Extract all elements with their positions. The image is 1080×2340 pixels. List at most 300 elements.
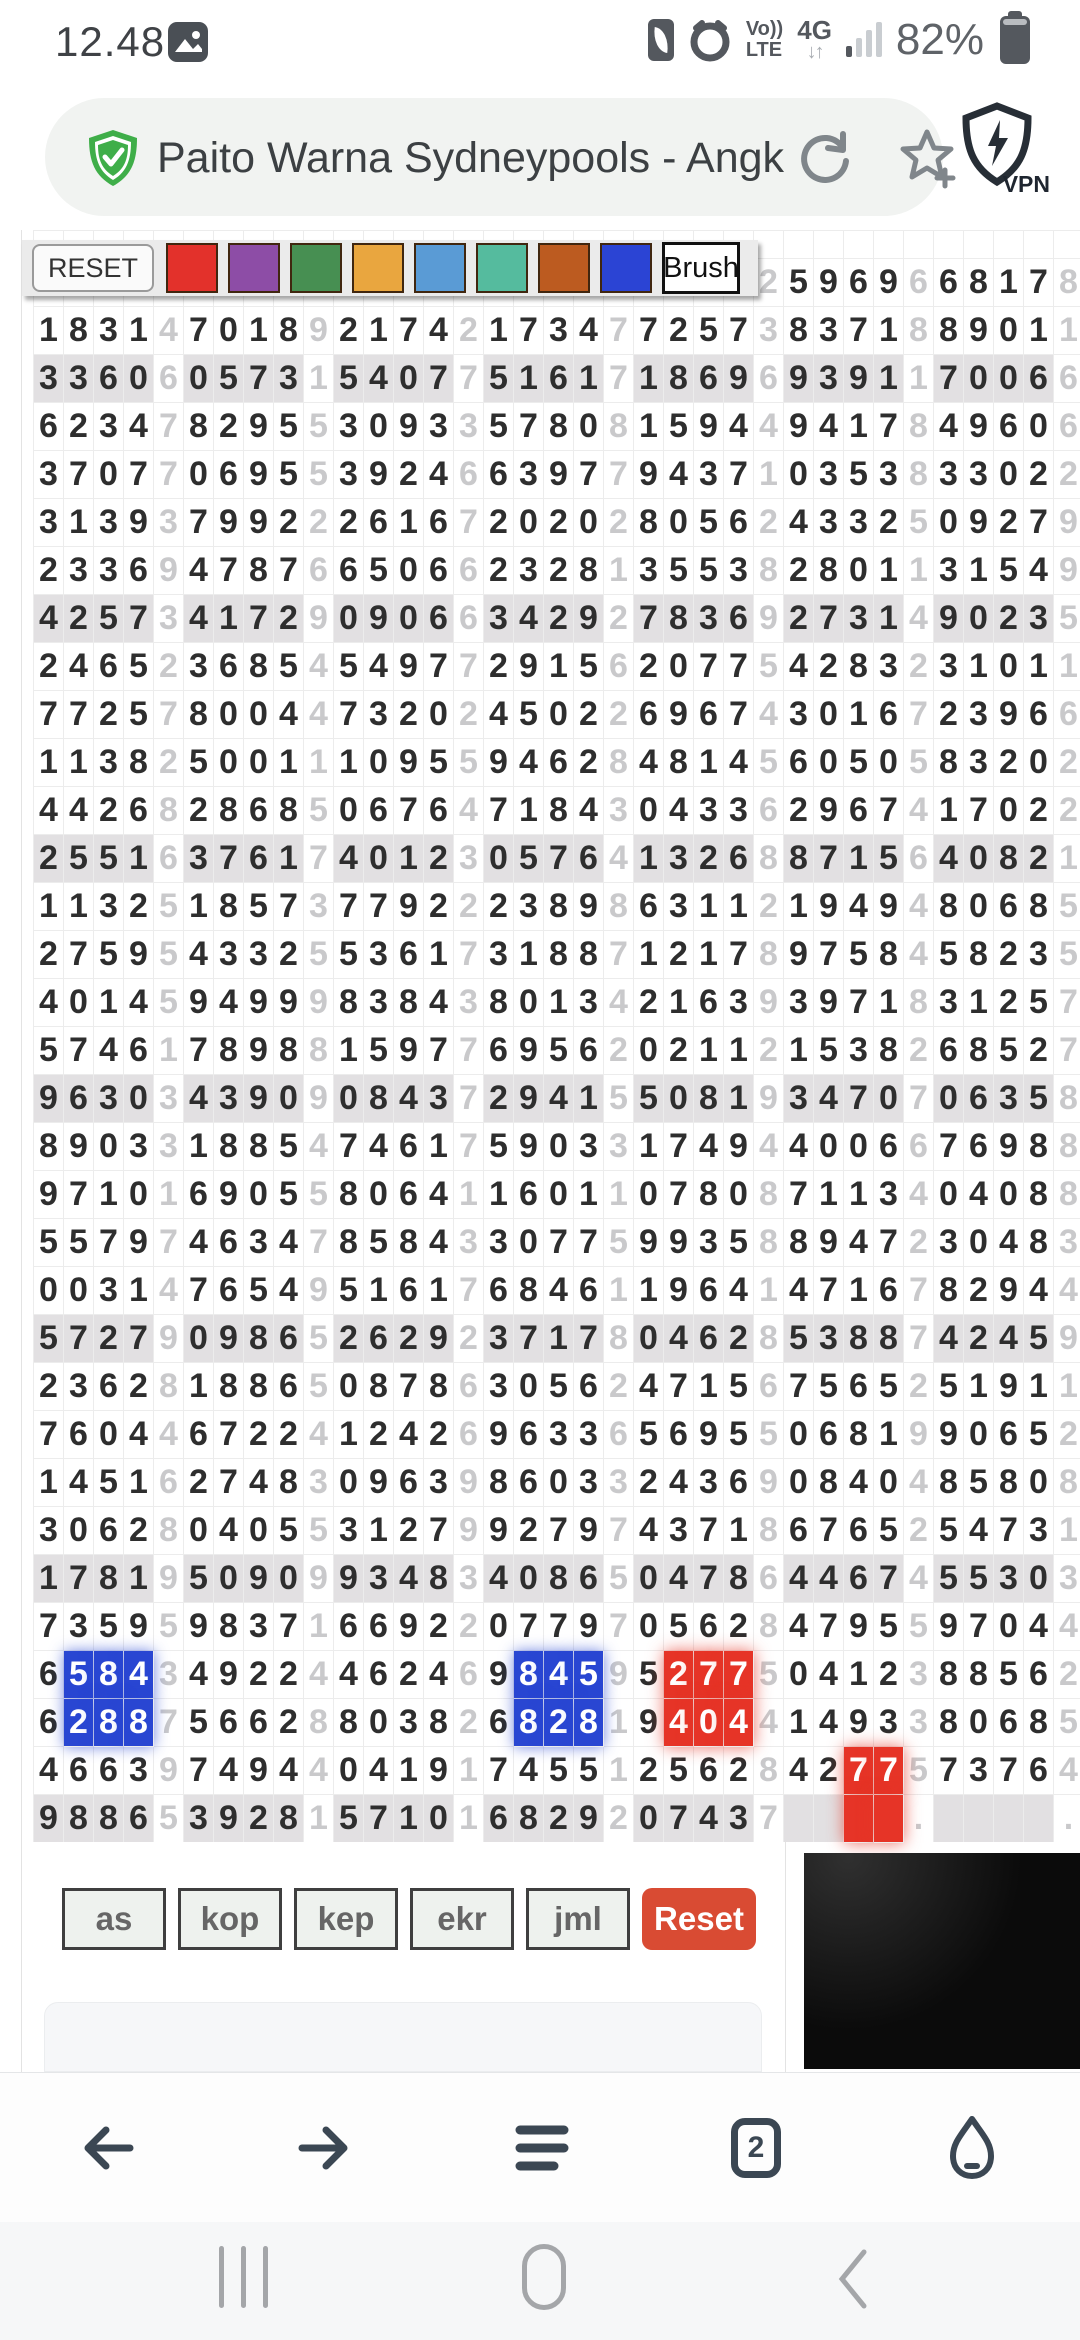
grid-cell[interactable]: 0 [214, 691, 244, 739]
grid-sum-cell[interactable]: 1 [1054, 643, 1080, 691]
grid-cell[interactable]: 4 [784, 1123, 814, 1171]
grid-sum-cell[interactable]: 4 [154, 307, 184, 355]
grid-cell[interactable]: 4 [484, 1555, 514, 1603]
grid-cell[interactable]: 1 [634, 1267, 664, 1315]
grid-cell[interactable]: 0 [544, 1459, 574, 1507]
grid-cell[interactable]: 2 [394, 1507, 424, 1555]
grid-cell[interactable]: 6 [934, 1027, 964, 1075]
grid-cell[interactable]: 4 [994, 1315, 1024, 1363]
grid-sum-cell[interactable]: 9 [754, 979, 784, 1027]
grid-cell[interactable]: 6 [244, 835, 274, 883]
grid-cell[interactable]: 1 [634, 355, 664, 403]
grid-cell[interactable]: 1 [814, 1171, 844, 1219]
grid-cell[interactable]: 4 [184, 1651, 214, 1699]
grid-cell[interactable]: 4 [634, 1507, 664, 1555]
grid-sum-cell[interactable]: 2 [454, 883, 484, 931]
grid-cell[interactable]: 3 [424, 403, 454, 451]
grid-cell[interactable]: 0 [874, 739, 904, 787]
grid-cell[interactable]: 7 [724, 451, 754, 499]
grid-cell[interactable]: 7 [544, 835, 574, 883]
ad-video-box[interactable] [804, 1853, 1080, 2069]
grid-cell[interactable]: 0 [574, 403, 604, 451]
grid-sum-cell[interactable]: 2 [754, 1027, 784, 1075]
grid-cell[interactable]: 0 [1024, 739, 1054, 787]
grid-cell[interactable]: 4 [814, 1075, 844, 1123]
grid-cell[interactable]: 6 [64, 1075, 94, 1123]
grid-cell[interactable]: 2 [874, 1651, 904, 1699]
grid-cell[interactable]: 6 [694, 691, 724, 739]
grid-cell[interactable]: 9 [574, 1795, 604, 1843]
grid-cell[interactable]: 0 [994, 355, 1024, 403]
grid-cell[interactable]: 5 [484, 1123, 514, 1171]
grid-sum-cell[interactable]: 7 [604, 931, 634, 979]
grid-sum-cell[interactable]: 2 [604, 595, 634, 643]
grid-cell[interactable]: 4 [64, 1459, 94, 1507]
grid-cell[interactable]: 7 [94, 1219, 124, 1267]
grid-cell[interactable]: 0 [964, 595, 994, 643]
grid-sum-cell[interactable]: 2 [154, 739, 184, 787]
kep-button[interactable]: kep [294, 1888, 398, 1950]
grid-cell[interactable]: 3 [334, 403, 364, 451]
grid-cell[interactable]: 3 [184, 1795, 214, 1843]
grid-cell[interactable]: 4 [784, 1603, 814, 1651]
grid-cell[interactable]: 8 [214, 1027, 244, 1075]
grid-cell[interactable]: 1 [694, 931, 724, 979]
grid-cell[interactable]: 9 [244, 1075, 274, 1123]
grid-cell[interactable]: 2 [124, 883, 154, 931]
grid-cell[interactable]: 6 [784, 739, 814, 787]
grid-cell[interactable]: 1 [424, 1123, 454, 1171]
grid-cell[interactable]: 5 [484, 403, 514, 451]
grid-cell[interactable]: 4 [634, 1363, 664, 1411]
grid-cell[interactable]: 8 [844, 1411, 874, 1459]
grid-cell[interactable] [994, 1795, 1024, 1843]
grid-cell[interactable] [874, 231, 904, 259]
grid-cell[interactable]: 8 [124, 739, 154, 787]
grid-sum-cell[interactable]: 2 [604, 1027, 634, 1075]
grid-cell[interactable]: 8 [934, 307, 964, 355]
grid-cell[interactable]: 0 [1024, 403, 1054, 451]
grid-cell[interactable]: 6 [574, 1267, 604, 1315]
grid-cell[interactable]: 8 [334, 1219, 364, 1267]
grid-cell[interactable]: 1 [484, 1171, 514, 1219]
grid-cell[interactable]: 5 [514, 691, 544, 739]
grid-sum-cell[interactable]: 3 [154, 1651, 184, 1699]
grid-cell[interactable]: 4 [724, 1267, 754, 1315]
grid-cell[interactable]: 0 [634, 1027, 664, 1075]
grid-cell[interactable]: 6 [244, 1699, 274, 1747]
grid-cell[interactable]: 8 [964, 259, 994, 307]
grid-cell[interactable]: 5 [664, 403, 694, 451]
grid-cell[interactable]: 1 [844, 403, 874, 451]
grid-cell[interactable]: 0 [334, 595, 364, 643]
grid-sum-cell[interactable]: 6 [454, 1363, 484, 1411]
grid-cell[interactable]: 1 [514, 355, 544, 403]
grid-cell[interactable]: 4 [664, 451, 694, 499]
grid-cell[interactable]: 6 [184, 1171, 214, 1219]
grid-cell[interactable]: 8 [64, 307, 94, 355]
grid-cell[interactable]: 8 [544, 787, 574, 835]
grid-cell[interactable]: 2 [934, 691, 964, 739]
grid-cell[interactable]: 2 [34, 643, 64, 691]
grid-cell[interactable]: 7 [64, 931, 94, 979]
grid-cell[interactable]: 4 [844, 1459, 874, 1507]
grid-cell[interactable]: 4 [814, 1651, 844, 1699]
grid-cell[interactable]: 4 [184, 1075, 214, 1123]
grid-cell[interactable]: 2 [424, 1603, 454, 1651]
grid-cell[interactable]: 9 [244, 1027, 274, 1075]
grid-cell[interactable]: 9 [214, 1315, 244, 1363]
grid-cell[interactable]: 7 [214, 1411, 244, 1459]
grid-cell[interactable]: 3 [784, 691, 814, 739]
grid-cell[interactable]: 4 [724, 1699, 754, 1747]
toolbar-reset-button[interactable]: RESET [32, 244, 154, 292]
grid-cell[interactable]: 4 [514, 1747, 544, 1795]
grid-cell[interactable]: 0 [1024, 1459, 1054, 1507]
grid-cell[interactable]: 6 [574, 1027, 604, 1075]
grid-cell[interactable]: 8 [994, 835, 1024, 883]
grid-cell[interactable]: 0 [544, 691, 574, 739]
grid-cell[interactable]: 8 [244, 547, 274, 595]
grid-sum-cell[interactable]: 5 [304, 451, 334, 499]
grid-cell[interactable]: 3 [244, 931, 274, 979]
grid-cell[interactable]: 2 [724, 1315, 754, 1363]
grid-cell[interactable]: 0 [214, 307, 244, 355]
grid-cell[interactable]: 4 [274, 1267, 304, 1315]
grid-sum-cell[interactable]: 2 [904, 1219, 934, 1267]
grid-cell[interactable]: 4 [664, 787, 694, 835]
grid-cell[interactable]: 2 [394, 1315, 424, 1363]
grid-cell[interactable]: 7 [634, 307, 664, 355]
grid-cell[interactable]: 2 [724, 1747, 754, 1795]
color-swatch-brown[interactable] [538, 243, 590, 293]
grid-cell[interactable]: 1 [844, 1267, 874, 1315]
grid-cell[interactable]: 3 [694, 1219, 724, 1267]
grid-cell[interactable]: 8 [934, 1267, 964, 1315]
grid-cell[interactable]: 1 [334, 1027, 364, 1075]
grid-cell[interactable]: 6 [514, 1411, 544, 1459]
grid-cell[interactable]: 1 [64, 883, 94, 931]
grid-cell[interactable]: 2 [784, 595, 814, 643]
grid-cell[interactable]: 0 [244, 1507, 274, 1555]
grid-cell[interactable]: 1 [844, 1651, 874, 1699]
grid-cell[interactable] [784, 1795, 814, 1843]
grid-cell[interactable]: 0 [364, 1171, 394, 1219]
grid-sum-cell[interactable]: 2 [454, 1603, 484, 1651]
grid-cell[interactable]: 9 [724, 355, 754, 403]
grid-cell[interactable]: 1 [34, 307, 64, 355]
grid-cell[interactable]: 5 [94, 1459, 124, 1507]
grid-cell[interactable]: 5 [34, 1315, 64, 1363]
grid-cell[interactable]: 0 [694, 1699, 724, 1747]
grid-cell[interactable]: 1 [124, 307, 154, 355]
grid-cell[interactable]: 9 [34, 1171, 64, 1219]
grid-cell[interactable]: 6 [1024, 355, 1054, 403]
grid-cell[interactable]: 4 [724, 403, 754, 451]
grid-cell[interactable]: 3 [994, 1075, 1024, 1123]
grid-cell[interactable]: 3 [424, 1075, 454, 1123]
grid-cell[interactable]: 7 [514, 1315, 544, 1363]
grid-cell[interactable]: 8 [514, 1699, 544, 1747]
grid-cell[interactable]: 1 [994, 259, 1024, 307]
grid-sum-cell[interactable]: 4 [304, 1747, 334, 1795]
grid-cell[interactable]: 5 [544, 1747, 574, 1795]
grid-cell[interactable]: 7 [844, 1747, 874, 1795]
grid-cell[interactable]: 1 [964, 643, 994, 691]
grid-cell[interactable]: 4 [124, 979, 154, 1027]
grid-cell[interactable]: 2 [64, 1699, 94, 1747]
grid-cell[interactable]: 8 [244, 1123, 274, 1171]
grid-cell[interactable]: 3 [694, 787, 724, 835]
grid-sum-cell[interactable]: 2 [754, 883, 784, 931]
grid-cell[interactable]: 3 [364, 979, 394, 1027]
grid-sum-cell[interactable]: 3 [454, 1219, 484, 1267]
grid-cell[interactable]: 3 [574, 979, 604, 1027]
grid-cell[interactable]: 0 [664, 499, 694, 547]
grid-cell[interactable]: 9 [994, 1363, 1024, 1411]
grid-cell[interactable]: 7 [364, 1795, 394, 1843]
grid-cell[interactable]: 7 [214, 1459, 244, 1507]
grid-cell[interactable] [994, 231, 1024, 259]
grid-sum-cell[interactable]: 5 [304, 403, 334, 451]
grid-cell[interactable]: 3 [94, 1075, 124, 1123]
grid-cell[interactable]: 9 [244, 499, 274, 547]
grid-sum-cell[interactable]: 9 [304, 1267, 334, 1315]
grid-sum-cell[interactable]: 8 [754, 1747, 784, 1795]
grid-cell[interactable]: 5 [364, 547, 394, 595]
grid-cell[interactable]: 6 [124, 1795, 154, 1843]
grid-cell[interactable]: 3 [514, 547, 544, 595]
grid-cell[interactable]: 3 [964, 451, 994, 499]
grid-cell[interactable]: 0 [514, 499, 544, 547]
grid-cell[interactable]: 5 [784, 1315, 814, 1363]
grid-sum-cell[interactable]: 1 [604, 1747, 634, 1795]
grid-cell[interactable]: 5 [724, 1411, 754, 1459]
grid-cell[interactable]: 9 [514, 1027, 544, 1075]
grid-cell[interactable]: 5 [124, 691, 154, 739]
grid-cell[interactable]: 3 [934, 643, 964, 691]
recents-button[interactable] [219, 2246, 268, 2308]
grid-cell[interactable]: 2 [814, 643, 844, 691]
grid-sum-cell[interactable]: 4 [454, 787, 484, 835]
grid-cell[interactable]: 8 [364, 1075, 394, 1123]
grid-cell[interactable]: 7 [814, 595, 844, 643]
grid-cell[interactable]: 4 [424, 1219, 454, 1267]
grid-cell[interactable]: 6 [664, 1411, 694, 1459]
grid-cell[interactable]: 4 [844, 883, 874, 931]
grid-cell[interactable]: 8 [334, 1171, 364, 1219]
grid-sum-cell[interactable]: 6 [1054, 355, 1080, 403]
grid-cell[interactable] [1024, 1795, 1054, 1843]
grid-cell[interactable]: 6 [844, 259, 874, 307]
grid-cell[interactable]: 6 [124, 1027, 154, 1075]
grid-sum-cell[interactable]: 6 [754, 1555, 784, 1603]
grid-cell[interactable]: 2 [274, 1411, 304, 1459]
grid-cell[interactable]: 1 [184, 883, 214, 931]
grid-cell[interactable]: 5 [1024, 1411, 1054, 1459]
grid-cell[interactable]: 1 [424, 931, 454, 979]
grid-sum-cell[interactable]: 3 [1054, 1555, 1080, 1603]
grid-cell[interactable]: 6 [814, 1411, 844, 1459]
grid-cell[interactable]: 1 [34, 739, 64, 787]
grid-cell[interactable]: 9 [514, 1075, 544, 1123]
grid-sum-cell[interactable]: 5 [604, 1219, 634, 1267]
grid-cell[interactable]: 4 [814, 1699, 844, 1747]
grid-cell[interactable]: 3 [64, 1603, 94, 1651]
grid-cell[interactable]: 2 [694, 835, 724, 883]
grid-cell[interactable]: 3 [1024, 1507, 1054, 1555]
grid-cell[interactable]: 9 [694, 403, 724, 451]
grid-sum-cell[interactable]: 8 [754, 1507, 784, 1555]
grid-cell[interactable]: 8 [964, 931, 994, 979]
grid-sum-cell[interactable]: 2 [154, 643, 184, 691]
grid-cell[interactable]: 5 [874, 835, 904, 883]
grid-cell[interactable]: 6 [724, 595, 754, 643]
grid-sum-cell[interactable]: 7 [454, 643, 484, 691]
grid-sum-cell[interactable]: 5 [304, 1363, 334, 1411]
grid-sum-cell[interactable]: 5 [1054, 1699, 1080, 1747]
grid-cell[interactable]: 9 [634, 1219, 664, 1267]
grid-cell[interactable]: 3 [934, 979, 964, 1027]
grid-cell[interactable]: 3 [724, 1795, 754, 1843]
grid-cell[interactable]: 4 [364, 355, 394, 403]
grid-cell[interactable]: 7 [124, 451, 154, 499]
grid-cell[interactable]: 9 [994, 691, 1024, 739]
grid-sum-cell[interactable]: 1 [454, 1747, 484, 1795]
grid-cell[interactable]: 2 [544, 1795, 574, 1843]
grid-cell[interactable]: 3 [364, 1555, 394, 1603]
forward-button[interactable] [216, 2073, 432, 2223]
grid-cell[interactable]: 7 [124, 595, 154, 643]
grid-sum-cell[interactable]: 9 [754, 1459, 784, 1507]
grid-cell[interactable]: 6 [94, 1747, 124, 1795]
color-swatch-light-blue[interactable] [414, 243, 466, 293]
grid-cell[interactable]: 2 [1024, 787, 1054, 835]
grid-cell[interactable]: 9 [574, 1507, 604, 1555]
grid-cell[interactable]: 6 [694, 1267, 724, 1315]
grid-cell[interactable]: 4 [214, 979, 244, 1027]
grid-cell[interactable]: 6 [694, 355, 724, 403]
grid-cell[interactable]: 5 [364, 1219, 394, 1267]
grid-cell[interactable]: 6 [394, 1171, 424, 1219]
grid-cell[interactable]: 3 [124, 1123, 154, 1171]
grid-sum-cell[interactable]: 5 [754, 643, 784, 691]
grid-cell[interactable]: 4 [574, 307, 604, 355]
grid-cell[interactable]: 8 [94, 1555, 124, 1603]
grid-cell[interactable]: 5 [34, 1027, 64, 1075]
grid-cell[interactable]: 7 [514, 307, 544, 355]
grid-cell[interactable]: 6 [724, 499, 754, 547]
grid-cell[interactable]: 4 [664, 1699, 694, 1747]
grid-cell[interactable]: 1 [664, 979, 694, 1027]
grid-cell[interactable]: 6 [484, 1699, 514, 1747]
grid-cell[interactable]: 5 [994, 1027, 1024, 1075]
grid-cell[interactable]: 7 [184, 1027, 214, 1075]
grid-cell[interactable]: 9 [244, 1555, 274, 1603]
grid-cell[interactable]: 3 [964, 739, 994, 787]
grid-cell[interactable]: 8 [514, 1795, 544, 1843]
grid-cell[interactable]: 0 [964, 1699, 994, 1747]
grid-cell[interactable]: 7 [934, 355, 964, 403]
grid-sum-cell[interactable]: 3 [154, 499, 184, 547]
grid-sum-cell[interactable]: 9 [304, 1075, 334, 1123]
grid-sum-cell[interactable]: 3 [1054, 1219, 1080, 1267]
grid-cell[interactable]: 7 [874, 1747, 904, 1795]
grid-sum-cell[interactable]: 6 [754, 355, 784, 403]
grid-cell[interactable]: 7 [184, 499, 214, 547]
grid-cell[interactable]: 8 [1024, 1699, 1054, 1747]
grid-cell[interactable]: 1 [634, 835, 664, 883]
grid-cell[interactable]: 2 [64, 403, 94, 451]
grid-cell[interactable]: 9 [394, 739, 424, 787]
grid-sum-cell[interactable]: 5 [1054, 883, 1080, 931]
grid-sum-cell[interactable]: 1 [604, 1267, 634, 1315]
grid-cell[interactable]: 7 [724, 643, 754, 691]
grid-cell[interactable]: 9 [664, 1267, 694, 1315]
grid-cell[interactable]: 0 [844, 1123, 874, 1171]
grid-cell[interactable]: 0 [424, 1795, 454, 1843]
grid-cell[interactable]: 7 [934, 1123, 964, 1171]
grid-cell[interactable]: 2 [664, 1651, 694, 1699]
grid-cell[interactable]: 1 [394, 1747, 424, 1795]
grid-cell[interactable]: 1 [964, 979, 994, 1027]
grid-cell[interactable]: 0 [784, 1411, 814, 1459]
grid-cell[interactable]: 3 [874, 643, 904, 691]
grid-cell[interactable]: 7 [394, 1363, 424, 1411]
grid-cell[interactable]: 5 [334, 643, 364, 691]
grid-cell[interactable]: 3 [94, 499, 124, 547]
grid-cell[interactable]: 1 [394, 1795, 424, 1843]
grid-cell[interactable]: 1 [364, 307, 394, 355]
grid-cell[interactable]: 9 [574, 595, 604, 643]
grid-sum-cell[interactable]: 7 [454, 499, 484, 547]
grid-cell[interactable]: 2 [184, 1459, 214, 1507]
grid-sum-cell[interactable]: 4 [604, 835, 634, 883]
grid-cell[interactable]: 3 [1024, 931, 1054, 979]
grid-cell[interactable]: 6 [184, 1411, 214, 1459]
grid-cell[interactable]: 1 [1024, 643, 1054, 691]
grid-cell[interactable]: 2 [34, 1363, 64, 1411]
grid-sum-cell[interactable]: 7 [154, 1699, 184, 1747]
grid-cell[interactable]: 8 [1024, 1219, 1054, 1267]
grid-sum-cell[interactable]: 2 [1054, 739, 1080, 787]
grid-cell[interactable]: 4 [424, 307, 454, 355]
grid-cell[interactable]: 6 [574, 1363, 604, 1411]
grid-sum-cell[interactable]: 1 [754, 451, 784, 499]
grid-cell[interactable]: 5 [274, 643, 304, 691]
grid-cell[interactable]: 9 [694, 1411, 724, 1459]
grid-cell[interactable]: 3 [94, 883, 124, 931]
grid-cell[interactable]: 2 [34, 547, 64, 595]
grid-sum-cell[interactable]: 8 [754, 1171, 784, 1219]
grid-cell[interactable]: 3 [664, 835, 694, 883]
grid-sum-cell[interactable]: 4 [304, 1411, 334, 1459]
grid-cell[interactable]: 6 [514, 1459, 544, 1507]
grid-sum-cell[interactable]: 1 [604, 1699, 634, 1747]
grid-cell[interactable]: 0 [634, 1555, 664, 1603]
grid-cell[interactable]: 9 [934, 1603, 964, 1651]
grid-sum-cell[interactable]: 5 [1054, 931, 1080, 979]
system-home-button[interactable] [522, 2244, 566, 2310]
grid-cell[interactable]: 4 [184, 595, 214, 643]
grid-cell[interactable]: 5 [574, 1651, 604, 1699]
grid-sum-cell[interactable]: 6 [604, 1411, 634, 1459]
grid-cell[interactable]: 3 [94, 403, 124, 451]
grid-cell[interactable]: 5 [274, 403, 304, 451]
grid-cell[interactable]: 8 [334, 1699, 364, 1747]
grid-cell[interactable]: 1 [34, 1555, 64, 1603]
grid-cell[interactable]: 5 [544, 1363, 574, 1411]
